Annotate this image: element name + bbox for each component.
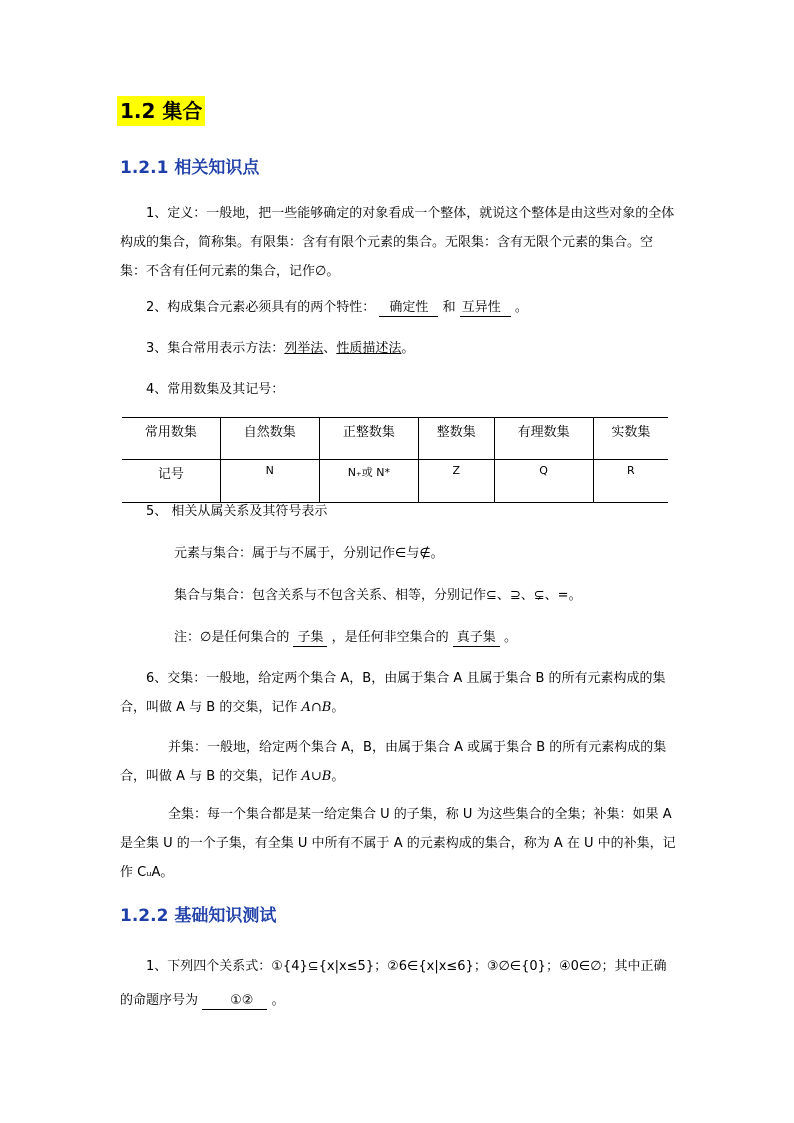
table-cell: Q (494, 460, 593, 503)
table-cell: 有理数集 (494, 418, 593, 460)
universal-complement-paragraph: 全集：每一个集合都是某一给定集合 U 的子集，称 U 为这些集合的全集；补集：如果 A 是全集 U 的一个子集，有全集 U 中所有不属于 A 的元素构成的集合，称为 A 在 U 中的补集，记作 CᵤA。 (120, 807, 676, 880)
table-cell: N₊或 N* (319, 460, 418, 503)
table-cell: N (220, 460, 319, 503)
table-cell: 整数集 (418, 418, 494, 460)
subsection-heading-knowledge: 1.2.1 相关知识点 (120, 158, 260, 178)
union-formula: A∪B (301, 769, 332, 784)
question-1-suffix: 。 (271, 993, 285, 1008)
blank-subset: 子集 (293, 630, 327, 647)
properties-suffix: 。 (514, 300, 528, 315)
table-cell: 记号 (122, 460, 220, 503)
methods-suffix: 。 (401, 341, 415, 356)
intersection-text: 6、交集：一般地，给定两个集合 A，B，由属于集合 A 且属于集合 B 的所有元素构成的集合，叫做 A 与 B 的交集，记作 (120, 671, 666, 715)
table-cell: 常用数集 (122, 418, 220, 460)
table-cell: Z (418, 460, 494, 503)
element-set-relation: 元素与集合：属于与不属于，分别记作∈与∉。 (174, 546, 444, 561)
question-1-answer: ①② (202, 993, 267, 1010)
methods-sep: 、 (323, 341, 337, 356)
blank-proper-subset: 真子集 (453, 630, 500, 647)
intersection-formula: A∩B (301, 700, 332, 715)
empty-set-note (174, 623, 730, 652)
subsection-heading-test: 1.2.2 基础知识测试 (120, 906, 277, 926)
set-set-relation: 集合与集合：包含关系与不包含关系、相等，分别记作⊆、⊇、⊊、=。 (174, 588, 582, 603)
union-text: 并集：一般地，给定两个集合 A，B，由属于集合 A 或属于集合 B 的所有元素构成的集合，叫做 A 与 B 的交集，记作 (120, 740, 667, 784)
properties-and: 和 (442, 300, 456, 315)
number-sets-table (122, 417, 668, 503)
blank-distinctness: 互异性 (460, 300, 511, 317)
table-cell: 自然数集 (220, 418, 319, 460)
note-suffix: 。 (503, 630, 517, 645)
methods-prefix: 3、集合常用表示方法： (146, 341, 285, 356)
definition-paragraph: 1、定义：一般地，把一些能够确定的对象看成一个整体，就说这个整体是由这些对象的全体构成的集合，简称集。有限集：含有有限个元素的集合。无限集：含有无限个元素的集合。空集：不含有任何元素的集合，记作∅。 (120, 206, 675, 279)
question-1 (120, 950, 676, 1018)
blank-determinacy: 确定性 (379, 300, 438, 317)
relations-heading: 5、 相关从属关系及其符号表示 (146, 504, 328, 519)
union-end: 。 (331, 769, 345, 784)
union-paragraph (120, 733, 676, 791)
intersection-paragraph (120, 664, 676, 722)
intersection-end: 。 (331, 700, 345, 715)
method-description: 性质描述法 (336, 341, 402, 356)
methods-paragraph (146, 334, 702, 363)
note-prefix: 注：∅是任何集合的 (174, 630, 290, 645)
number-sets-intro: 4、常用数集及其记号： (146, 382, 285, 397)
section-heading: 1.2 集合 (117, 96, 205, 126)
properties-prefix: 2、构成集合元素必须具有的两个特性： (146, 300, 376, 315)
properties-paragraph (146, 293, 702, 322)
question-1-text: 1、下列四个关系式：①{4}⊆{x|x≤5}；②6∈{x|x≤6}；③∅∈{0}；④0∈∅；其中正确的命题序号为 (120, 959, 667, 1008)
note-mid: ，是任何非空集合的 (331, 630, 449, 645)
method-enumeration: 列举法 (284, 341, 324, 356)
table-header-row (122, 418, 668, 460)
table-cell: 实数集 (593, 418, 668, 460)
table-cell: R (593, 460, 668, 503)
table-cell: 正整数集 (319, 418, 418, 460)
